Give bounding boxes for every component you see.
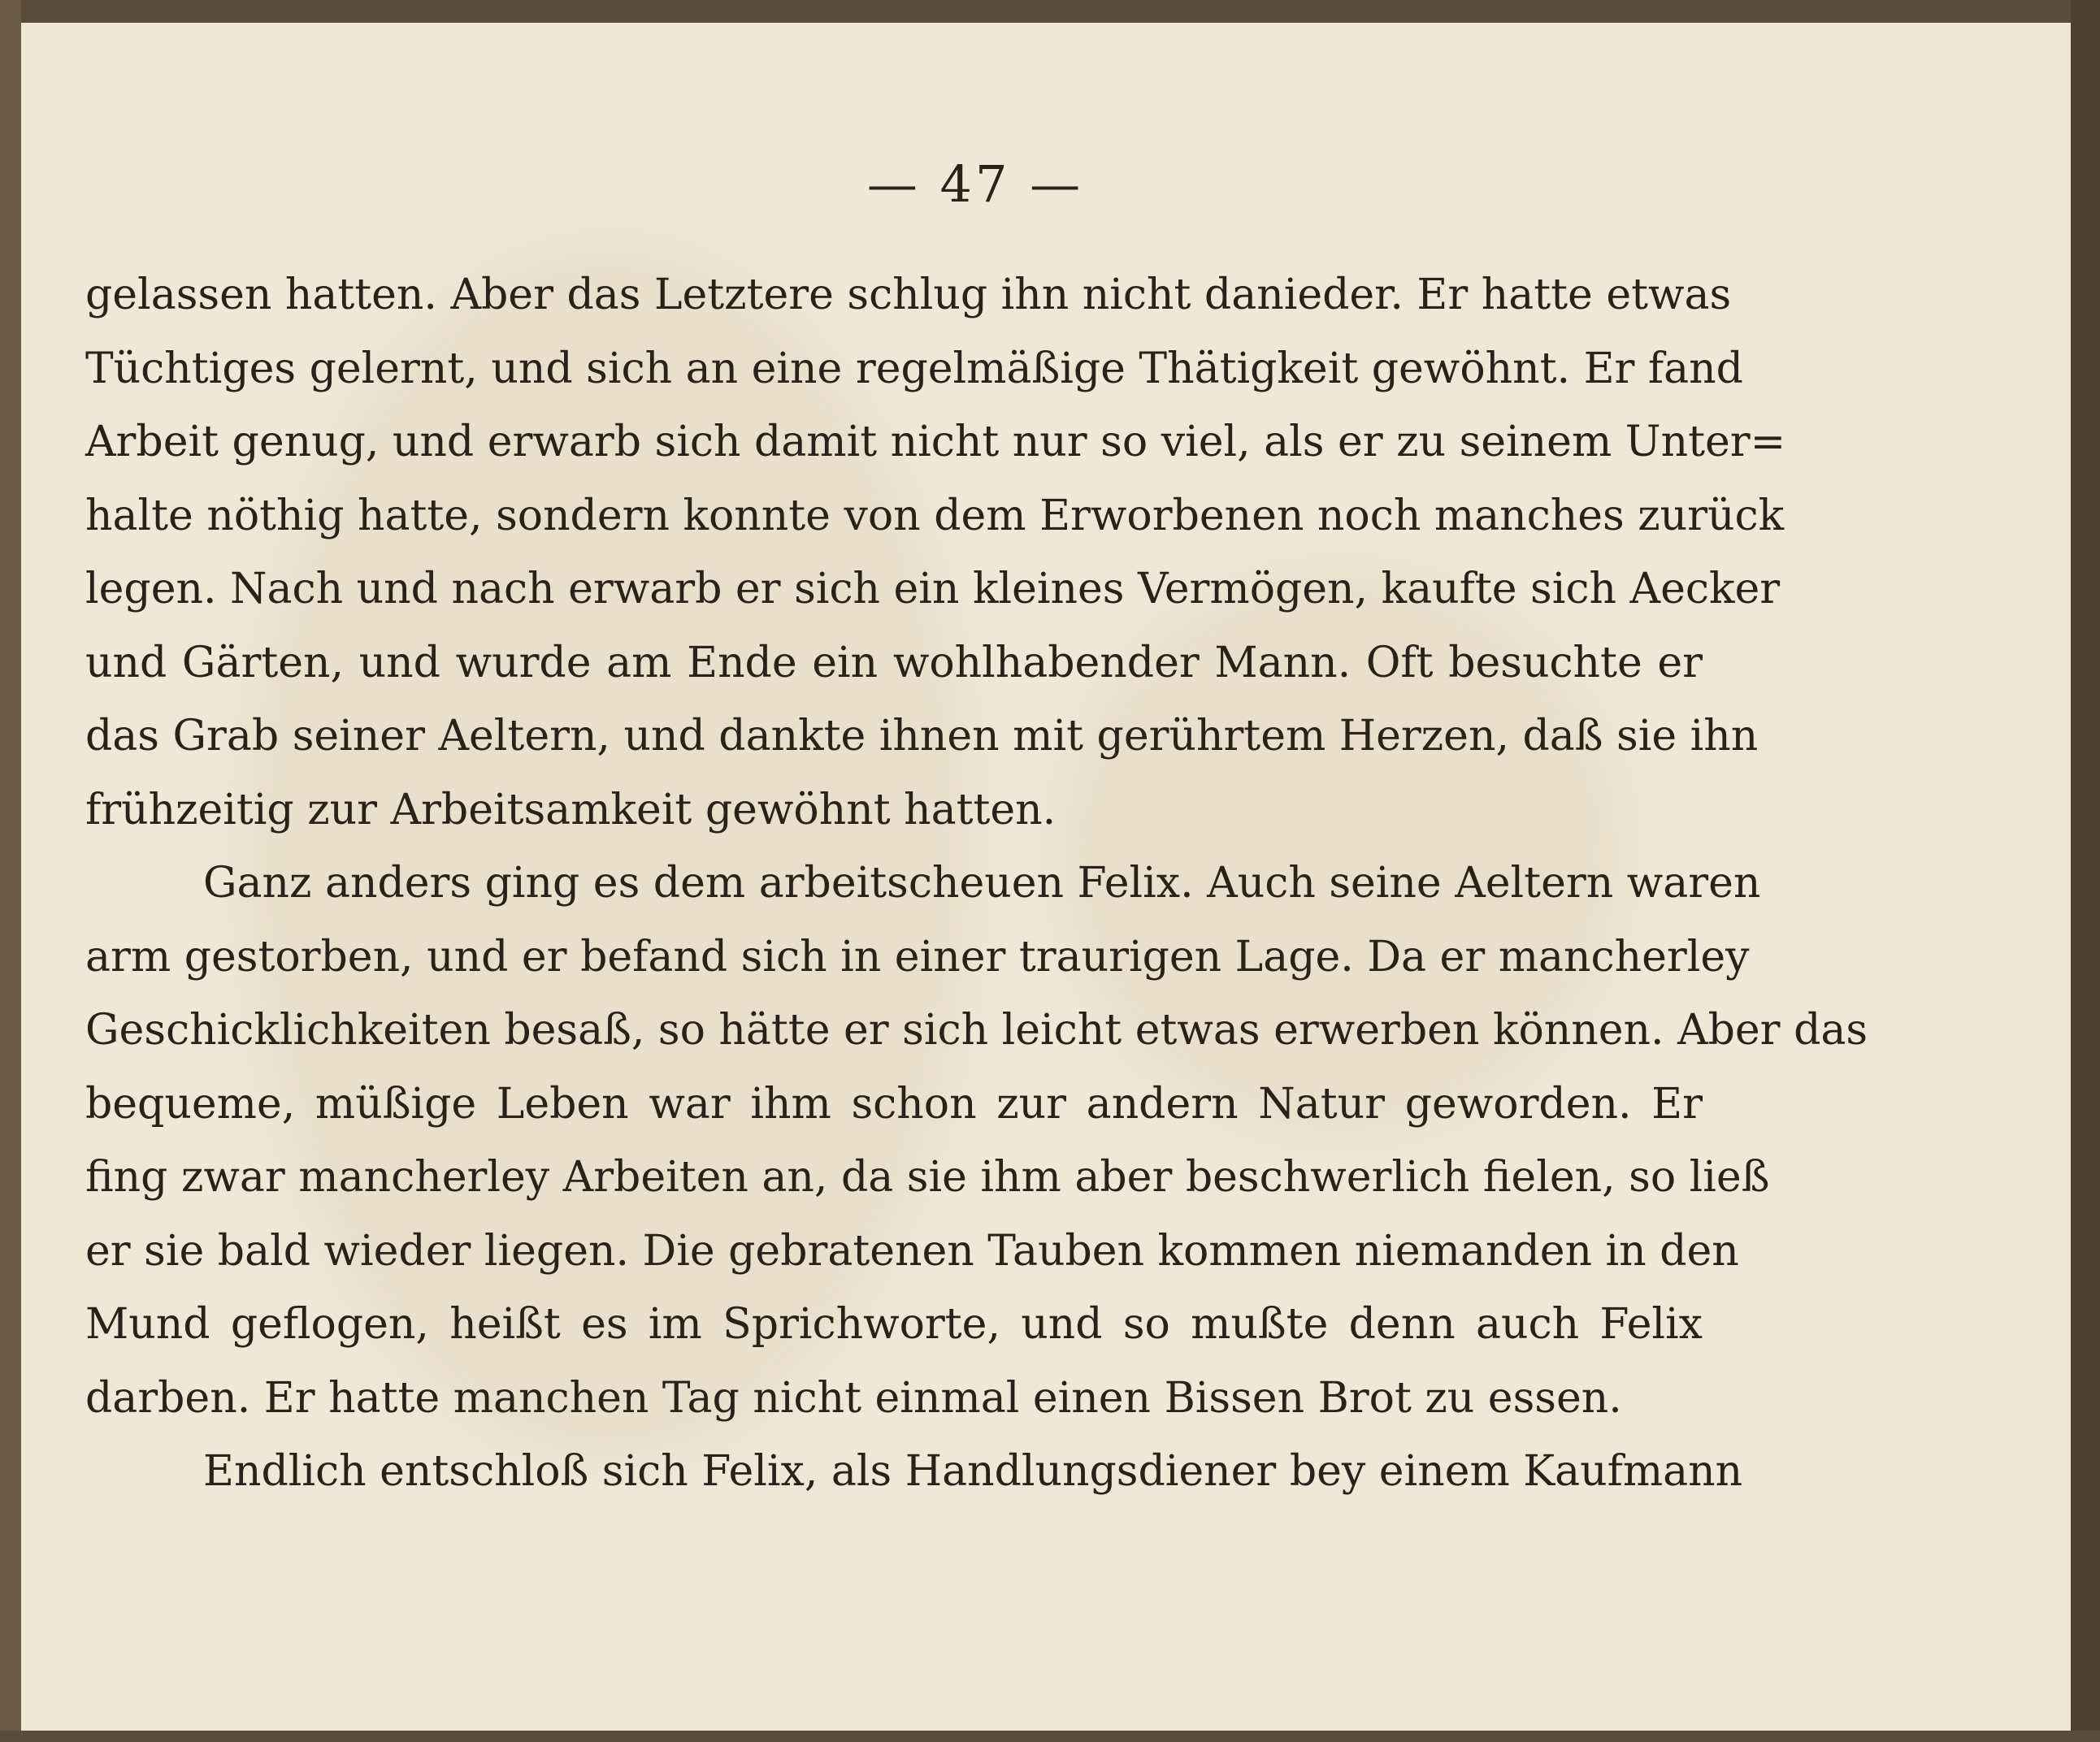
text-line: Endlich entschloß sich Felix, als Handlungsdiener bey einem Kaufmann [203,1447,1743,1496]
text-line: halte nöthig hatte, sondern konnte von dem Erworbenen noch manches zurück [85,491,1785,540]
text-line: Ganz anders ging es dem arbeitscheuen Felix. Auch seine Aeltern waren [203,859,1761,908]
text-line: fing zwar mancherley Arbeiten an, da sie ihm aber beschwerlich fielen, so ließ [85,1153,1770,1202]
scan-edge-bottom [0,1731,2100,1742]
scan-edge-left [0,0,21,1742]
text-line: bequeme, müßige Leben war ihm schon zur andern Natur geworden. Er [85,1079,1703,1129]
scan-edge-right [2071,0,2100,1742]
text-line: legen. Nach und nach erwarb er sich ein kleines Vermögen, kaufte sich Aecker [85,565,1781,613]
text-line: frühzeitig zur Arbeitsamkeit gewöhnt hatten. [85,785,1057,834]
text-line: arm gestorben, und er befand sich in einer traurigen Lage. Da er mancherley [85,932,1750,982]
text-line: Geschicklichkeiten besaß, so hätte er sich leicht etwas erwerben können. Aber das [85,1006,1868,1055]
page-number: — 47 — [866,154,1084,214]
text-line: darben. Er hatte manchen Tag nicht einmal einen Bissen Brot zu essen. [85,1373,1622,1423]
text-line: Tüchtiges gelernt, und sich an eine regelmäßige Thätigkeit gewöhnt. Er fand [85,344,1743,393]
scan-edge-top [0,0,2100,23]
text-line: und Gärten, und wurde am Ende ein wohlhabender Mann. Oft besuchte er [85,638,1703,687]
text-line: gelassen hatten. Aber das Letztere schlug ihn nicht danieder. Er hatte etwas [85,271,1732,319]
body-text [85,258,1868,1509]
text-line: Mund geflogen, heißt es im Sprichworte, und so mußte denn auch Felix [85,1300,1703,1349]
text-line: Arbeit genug, und erwarb sich damit nicht nur so viel, als er zu seinem Unter= [85,418,1786,466]
text-line: das Grab seiner Aeltern, und dankte ihnen mit gerührtem Herzen, daß sie ihn [85,712,1759,760]
text-line: er sie bald wieder liegen. Die gebratenen Tauben kommen niemanden in den [85,1226,1739,1276]
